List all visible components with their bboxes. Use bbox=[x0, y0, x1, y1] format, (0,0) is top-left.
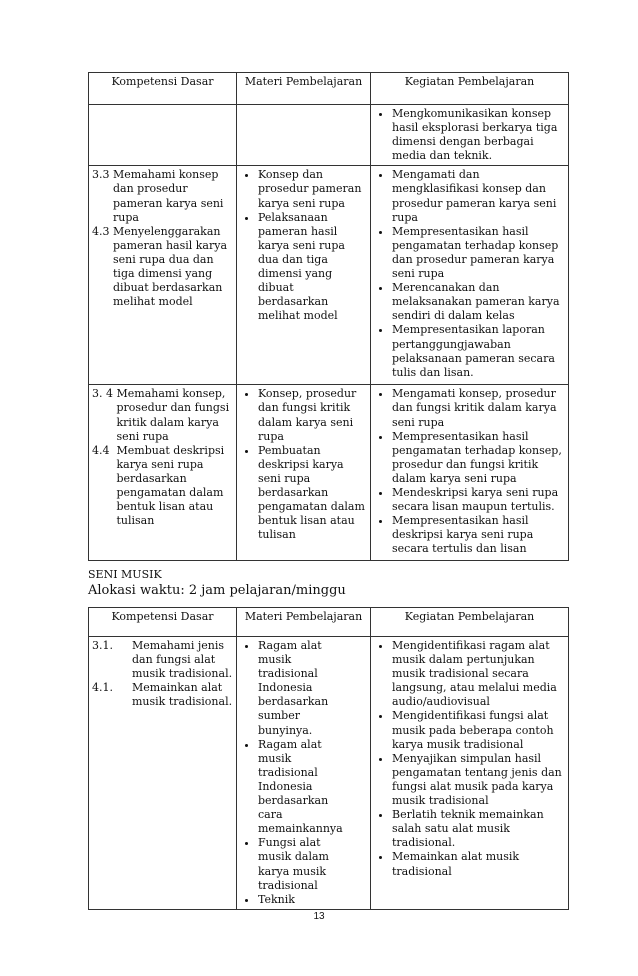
list-item: • Mempresentasikan hasil pengamatan terhadap konsep dan prosedur pameran karya seni rupa bbox=[392, 225, 565, 281]
kd-item bbox=[92, 639, 233, 681]
time-allocation: Alokasi waktu: 2 jam pelajaran/minggu bbox=[88, 583, 346, 598]
kd-text: Menyelenggarakan pameran hasil karya seni rupa dua dan tiga dimensi yang dibuat berdasarkan melihat model bbox=[113, 224, 228, 309]
list-item: • Merencanakan dan melaksanakan pameran karya sendiri di dalam kelas bbox=[392, 281, 565, 323]
header-kompetensi-dasar: Kompetensi Dasar bbox=[89, 608, 237, 637]
list-item: • Mengamati dan mengklasifikasi konsep dan prosedur pameran karya seni rupa bbox=[392, 168, 565, 224]
kd-number: 4.3 bbox=[92, 224, 113, 238]
kd-number: 3.3 bbox=[92, 168, 113, 182]
list-item: • Mendeskripsi karya seni rupa secara lisan maupun tertulis. bbox=[392, 486, 565, 514]
list-item: • Mengidentifikasi fungsi alat musik pada beberapa contoh karya musik tradisional bbox=[392, 709, 565, 751]
kd-text: Memahami jenis dan fungsi alat musik tradisional. bbox=[132, 639, 233, 681]
kd-number: 3. 4 bbox=[92, 387, 117, 401]
list-item: • Fungsi alat musik dalam karya musik tradisional bbox=[258, 836, 345, 892]
kd-text: Memainkan alat musik tradisional. bbox=[132, 681, 233, 709]
list-item: • Mempresentasikan hasil pengamatan terhadap konsep, prosedur dan fungsi kritik dalam karya seni rupa bbox=[392, 430, 565, 486]
table-cell bbox=[371, 105, 569, 166]
table-cell bbox=[371, 637, 569, 910]
kd-text: Memahami konsep dan prosedur pameran karya seni rupa bbox=[113, 168, 224, 224]
kd-number: 4.1. bbox=[92, 681, 113, 695]
header-kegiatan: Kegiatan Pembelajaran bbox=[371, 73, 569, 105]
list-item: • Ragam alat musik tradisional Indonesia berdasarkan cara memainkannya bbox=[258, 738, 345, 837]
table-cell bbox=[237, 166, 371, 385]
section-title: SENI MUSIK bbox=[88, 568, 162, 581]
list-item: • Ragam alat musik tradisional Indonesia berdasarkan sumber bunyinya. bbox=[258, 639, 345, 738]
list-item: • Memainkan alat musik tradisional bbox=[392, 850, 565, 878]
list-item: • Teknik bbox=[258, 893, 345, 907]
table-cell bbox=[89, 166, 237, 385]
header-materi: Materi Pembelajaran bbox=[237, 73, 371, 105]
table-cell bbox=[371, 385, 569, 561]
list-item: • Pembuatan deskripsi karya seni rupa berdasarkan pengamatan dalam bentuk lisan atau tulisan bbox=[258, 444, 367, 543]
kd-item bbox=[92, 168, 233, 224]
kd-text: Memahami konsep, prosedur dan fungsi kritik dalam karya seni rupa bbox=[116, 387, 230, 443]
list-item: • Konsep dan prosedur pameran karya seni rupa bbox=[258, 168, 367, 210]
list-item: • Pelaksanaan pameran hasil karya seni rupa dua dan tiga dimensi yang dibuat berdasarkan melihat model bbox=[258, 211, 367, 324]
header-kompetensi-dasar: Kompetensi Dasar bbox=[89, 73, 237, 105]
table-cell bbox=[237, 385, 371, 561]
kd-item bbox=[92, 225, 233, 310]
page-number: 13 bbox=[313, 911, 325, 922]
list-item: • Mengkomunikasikan konsep hasil eksplorasi berkarya tiga dimensi dengan berbagai media dan teknik. bbox=[392, 107, 565, 163]
list-item: • Mempresentasikan hasil deskripsi karya seni rupa secara tertulis dan lisan bbox=[392, 514, 565, 556]
kd-item bbox=[92, 387, 233, 443]
kd-item bbox=[92, 681, 233, 709]
kd-table-seni-musik bbox=[88, 607, 569, 910]
list-item: • Mengamati konsep, prosedur dan fungsi kritik dalam karya seni rupa bbox=[392, 387, 565, 429]
table-cell bbox=[237, 105, 371, 166]
header-materi: Materi Pembelajaran bbox=[237, 608, 371, 637]
table-cell bbox=[89, 385, 237, 561]
kd-table-seni-rupa bbox=[88, 72, 569, 561]
table-cell bbox=[89, 637, 237, 910]
kd-number: 4.4 bbox=[92, 443, 117, 457]
list-item: • Mempresentasikan laporan pertanggungjawaban pelaksanaan pameran secara tulis dan lisan. bbox=[392, 323, 565, 379]
list-item: • Menyajikan simpulan hasil pengamatan tentang jenis dan fungsi alat musik pada karya musik tradisional bbox=[392, 752, 565, 808]
kd-item bbox=[92, 444, 233, 529]
list-item: • Mengidentifikasi ragam alat musik dalam pertunjukan musik tradisional secara langsung, atau melalui media audio/audiovisual bbox=[392, 639, 565, 709]
header-kegiatan: Kegiatan Pembelajaran bbox=[371, 608, 569, 637]
kd-number: 3.1. bbox=[92, 639, 113, 652]
list-item: • Konsep, prosedur dan fungsi kritik dalam karya seni rupa bbox=[258, 387, 367, 443]
table-cell bbox=[371, 166, 569, 385]
kd-text: Membuat deskripsi karya seni rupa berdasarkan pengamatan dalam bentuk lisan atau tulisan bbox=[116, 443, 225, 528]
list-item: • Berlatih teknik memainkan salah satu alat musik tradisional. bbox=[392, 808, 565, 850]
table-cell bbox=[89, 105, 237, 166]
table-cell bbox=[237, 637, 371, 910]
